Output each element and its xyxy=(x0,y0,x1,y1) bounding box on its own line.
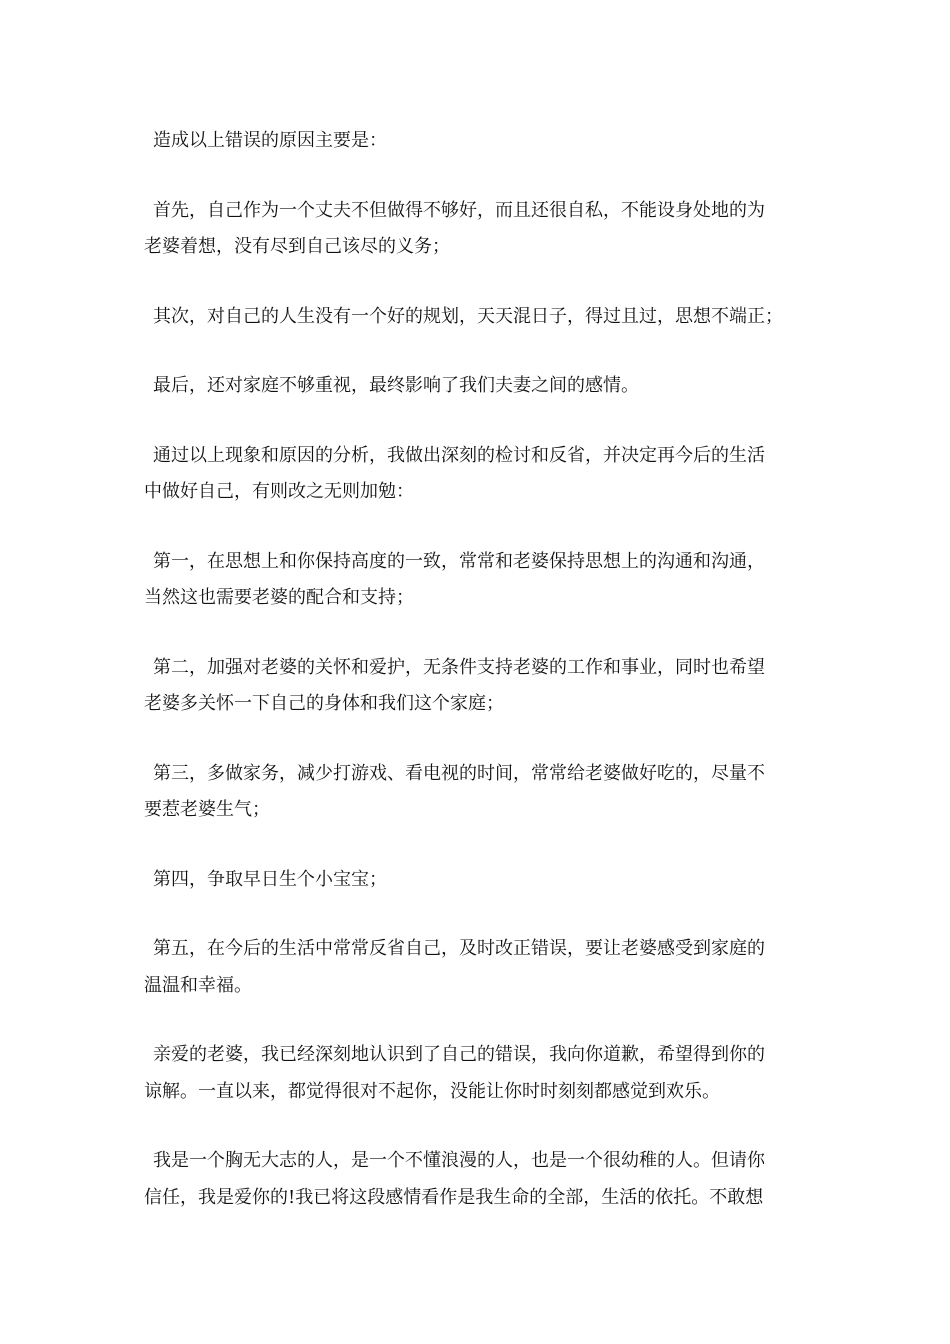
paragraph-confession xyxy=(144,1143,812,1216)
text-line: 第五，在今后的生活中常常反省自己，及时改正错误，要让老婆感受到家庭的 xyxy=(153,938,765,959)
text-line: 首先，自己作为一个丈夫不但做得不够好，而且还很自私，不能设身处地的为 xyxy=(153,199,765,221)
document-body xyxy=(144,123,812,1249)
paragraph-cause-last xyxy=(144,368,812,405)
paragraph-causes-intro xyxy=(144,123,812,160)
paragraph-cause-first xyxy=(144,193,812,266)
paragraph-cause-second xyxy=(144,299,812,336)
text-line: 老婆着想，没有尽到自己该尽的义务； xyxy=(144,236,450,257)
text-line: 我是一个胸无大志的人，是一个不懂浪漫的人，也是一个很幼稚的人。但请你 xyxy=(153,1150,765,1171)
paragraph-apology xyxy=(144,1037,812,1110)
text-line: 谅解。一直以来，都觉得很对不起你，没能让你时时刻刻都感觉到欢乐。 xyxy=(144,1080,720,1102)
text-line: 温温和幸福。 xyxy=(144,974,252,996)
text-line: 通过以上现象和原因的分析，我做出深刻的检讨和反省，并决定再今后的生活 xyxy=(153,444,765,466)
text-line: 老婆多关怀一下自己的身体和我们这个家庭； xyxy=(144,693,504,714)
text-line: 最后，还对家庭不够重视，最终影响了我们夫妻之间的感情。 xyxy=(153,375,639,396)
text-line: 其次，对自己的人生没有一个好的规划，天天混日子，得过且过，思想不端正； xyxy=(153,305,783,327)
text-line: 第四，争取早日生个小宝宝； xyxy=(153,868,387,890)
text-line: 当然这也需要老婆的配合和支持； xyxy=(144,587,414,608)
paragraph-resolution-intro xyxy=(144,438,812,511)
text-line: 第三，多做家务，减少打游戏、看电视的时间，常常给老婆做好吃的，尽量不 xyxy=(153,762,765,784)
paragraph-resolution-first xyxy=(144,544,812,617)
text-line: 中做好自己，有则改之无则加勉： xyxy=(144,481,414,502)
paragraph-resolution-third xyxy=(144,756,812,829)
text-line: 亲爱的老婆，我已经深刻地认识到了自己的错误，我向你道歉，希望得到你的 xyxy=(153,1044,765,1065)
text-line: 要惹老婆生气； xyxy=(144,799,270,820)
paragraph-resolution-fourth xyxy=(144,862,812,899)
text-line: 第二，加强对老婆的关怀和爱护，无条件支持老婆的工作和事业，同时也希望 xyxy=(153,656,765,678)
text-line: 第一，在思想上和你保持高度的一致，常常和老婆保持思想上的沟通和沟通， xyxy=(153,550,765,572)
text-line: 信任，我是爱你的!我已将这段感情看作是我生命的全部，生活的依托。不敢想 xyxy=(144,1186,764,1208)
text-line: 造成以上错误的原因主要是： xyxy=(153,130,387,151)
paragraph-resolution-second xyxy=(144,650,812,723)
paragraph-resolution-fifth xyxy=(144,931,812,1004)
